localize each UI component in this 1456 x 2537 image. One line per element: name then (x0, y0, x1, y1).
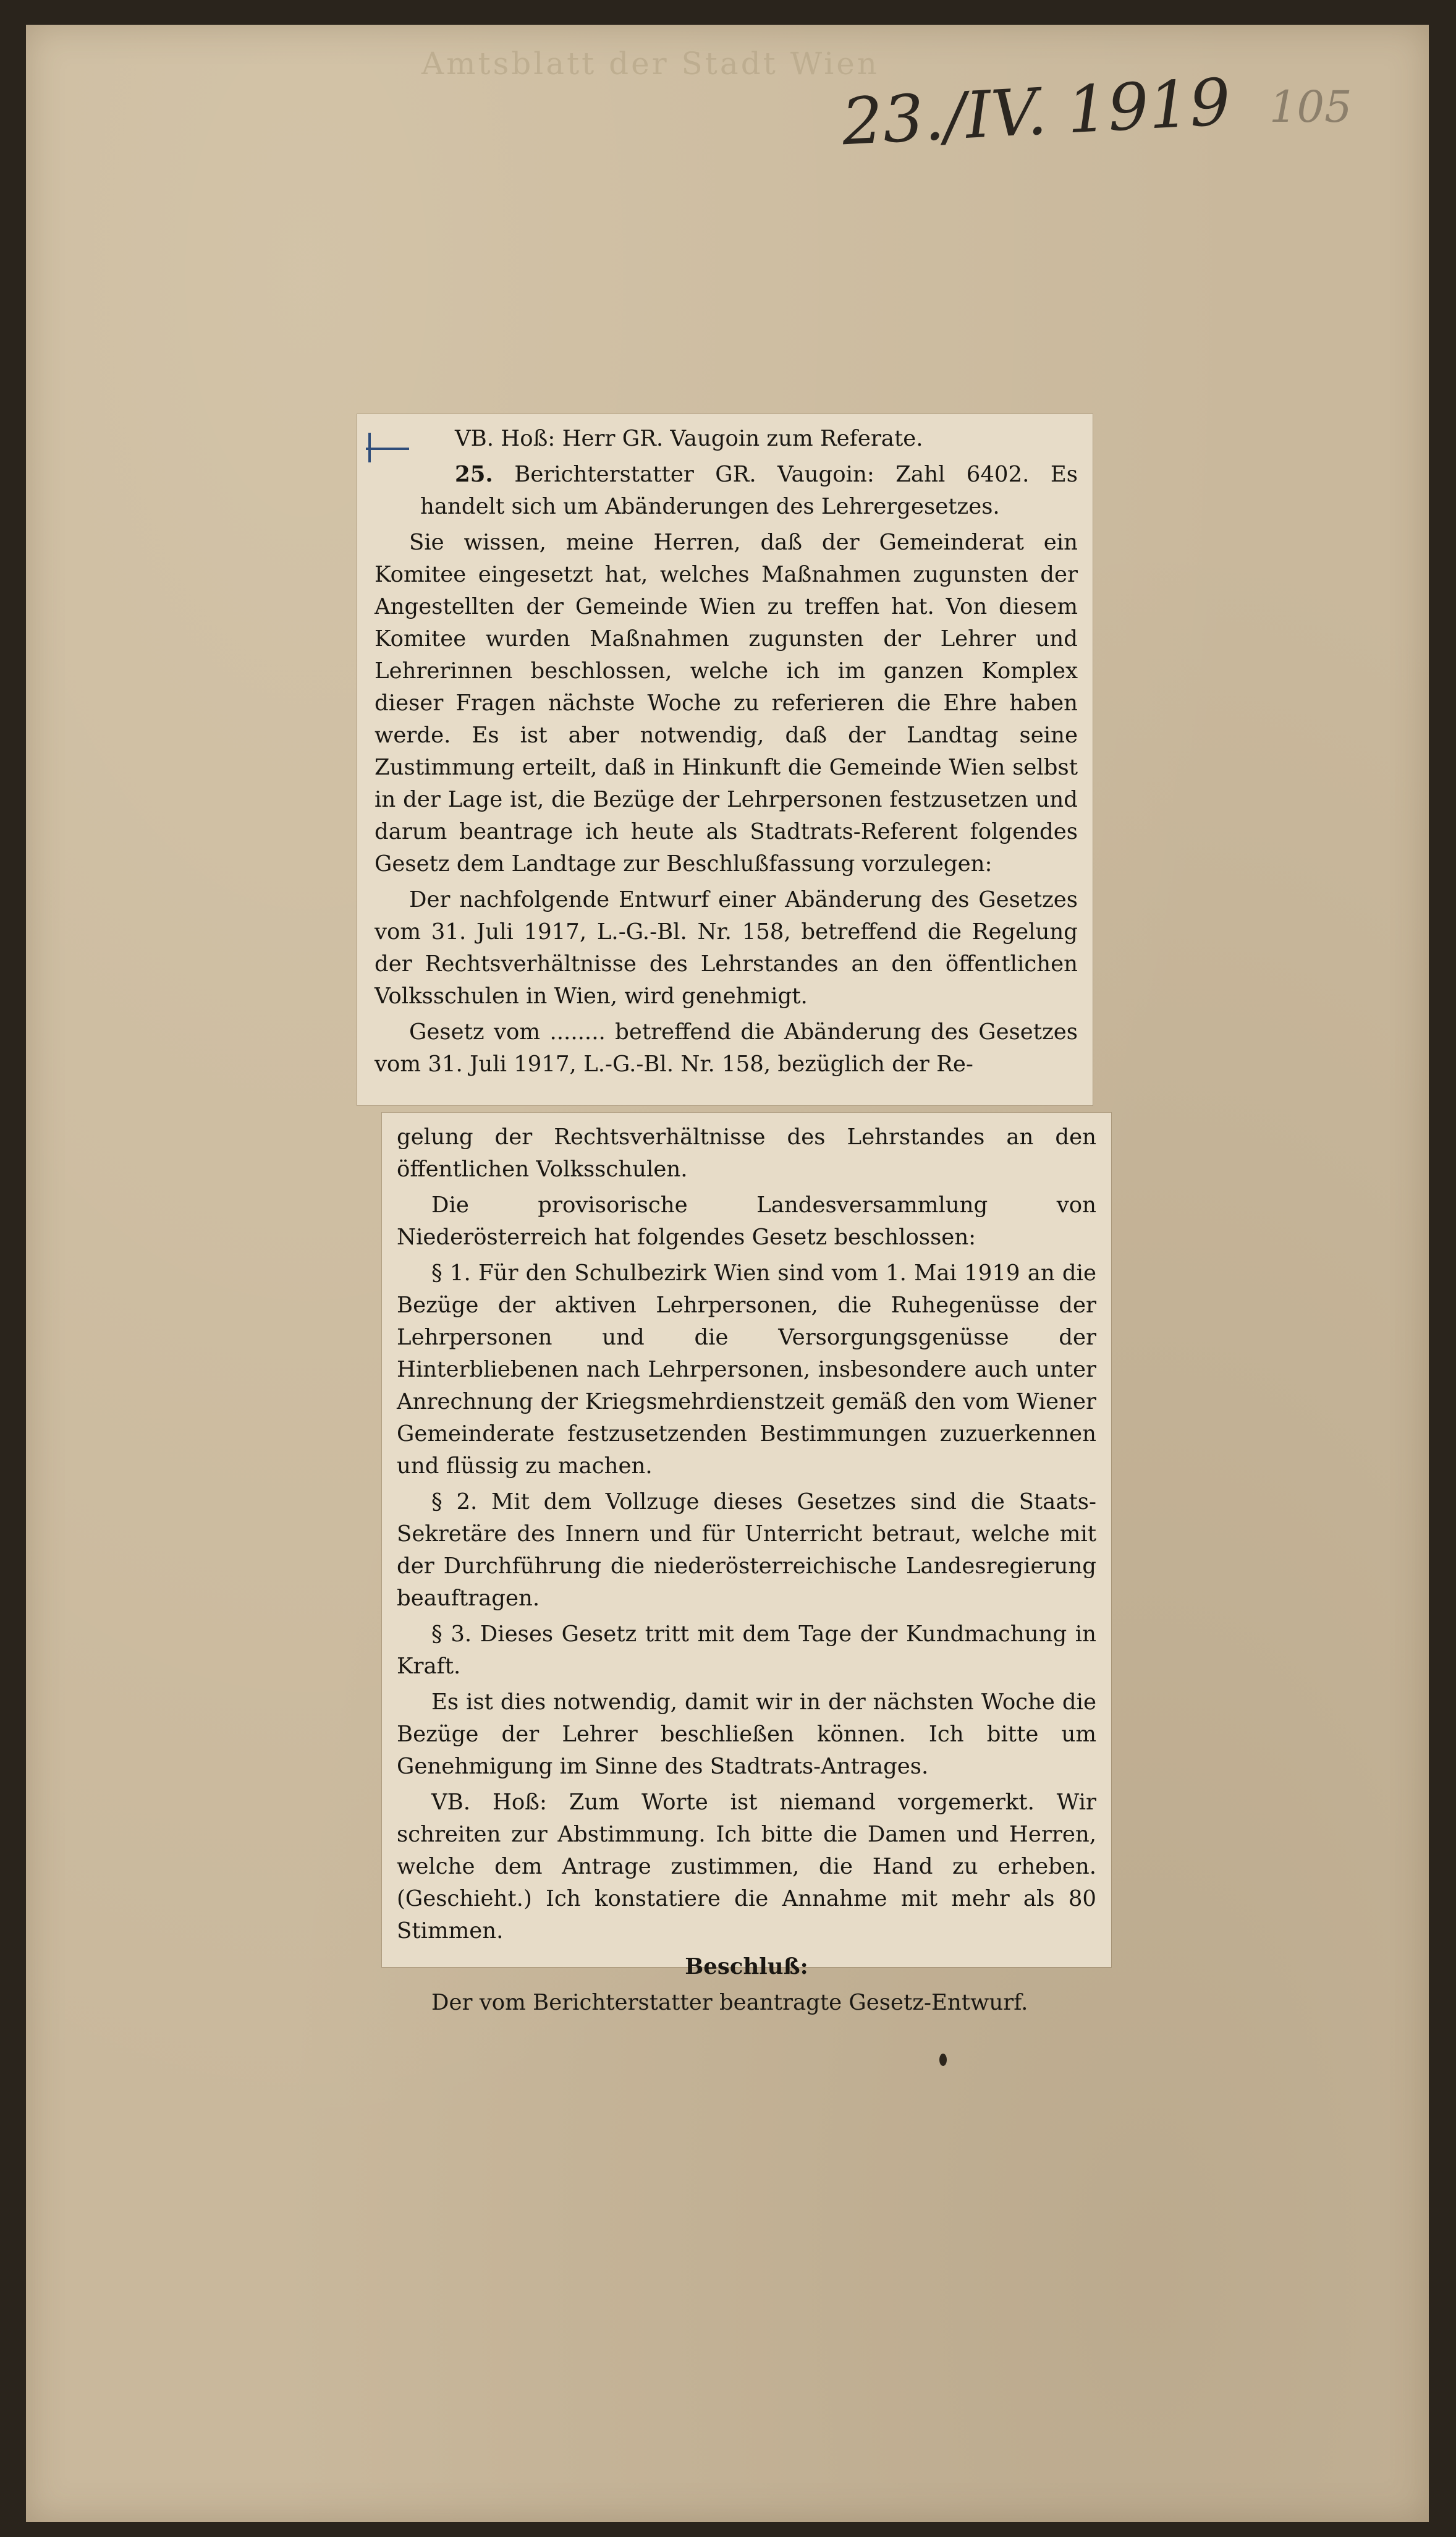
item-number: 25. (455, 462, 493, 487)
paragraph: VB. Hoß: Zum Worte ist niemand vorgemerkt. Wir schreiten zur Abstimmung. Ich bitte die Damen und Herren, welche dem Antrage zustimmen, die Hand zu erheben. (Geschieht.) Ich konstatiere die Annahme mit mehr als 80 Stimmen. (397, 1790, 1096, 1944)
paragraph (420, 459, 1078, 523)
newspaper-clipping-2 (382, 1113, 1111, 2015)
faded-stamp: Amtsblatt der Stadt Wien (421, 46, 879, 82)
folio-number: 105 (1269, 82, 1352, 132)
handwritten-date: 23./IV. 1919 (840, 64, 1232, 160)
paragraph: Sie wissen, meine Herren, daß der Gemeinderat ein Komitee eingesetzt hat, welches Maßnahmen zugunsten der Angestellten der Gemeinde Wien zu treffen hat. Von diesem Komitee wurden Maßnahmen zugunsten der Lehrer und Lehrerinnen beschlossen, welche ich im ganzen Komplex dieser Fragen nächste Woche zu referieren die Ehre haben werde. Es ist aber notwendig, daß der Landtag seine Zustimmung erteilt, daß in Hinkunft die Gemeinde Wien selbst in der Lage ist, die Bezüge der Lehrpersonen festzusetzen und darum beantrage ich heute als Stadtrats-Referent folgendes Gesetz dem Landtage zur Beschlußfassung vorzulegen: (375, 530, 1078, 877)
paragraph-text: Berichterstatter GR. Vaugoin: Zahl 6402. Es handelt sich um Abänderungen des Lehrergesetzes. (420, 462, 1078, 519)
paragraph: § 1. Für den Schulbezirk Wien sind vom 1. Mai 1919 an die Bezüge der aktiven Lehrpersonen, die Ruhegenüsse der Lehrpersonen und die Versorgungsgenüsse der Hinterbliebenen nach Lehrpersonen, insbesondere auch unter Anrechnung der Kriegsmehrdienstzeit gemäß den vom Wiener Gemeinderate festzusetzenden Bestimmungen zuzuerkennen und flüssig zu machen. (397, 1260, 1096, 1479)
paragraph: Der vom Berichterstatter beantragte Gesetz-Entwurf. (431, 1990, 1028, 2015)
paragraph: Es ist dies notwendig, damit wir in der nächsten Woche die Bezüge der Lehrer beschließen können. Ich bitte um Genehmigung im Sinne des Stadtrats-Antrages. (397, 1689, 1096, 1779)
paragraph: § 2. Mit dem Vollzuge dieses Gesetzes sind die Staats-Sekretäre des Innern und für Unterricht betraut, welche mit der Durchführung die niederösterreichische Landesregierung beauftragen. (397, 1489, 1096, 1611)
paragraph: VB. Hoß: Herr GR. Vaugoin zum Referate. (455, 426, 923, 451)
paragraph: gelung der Rechtsverhältnisse des Lehrstandes an den öffentlichen Volksschulen. (397, 1124, 1096, 1182)
section-heading: Beschluß: (685, 1954, 808, 1979)
paragraph: Die provisorische Landesversammlung von Niederösterreich hat folgendes Gesetz beschlossen: (397, 1192, 1096, 1250)
blue-pencil-mark (366, 448, 409, 450)
paragraph: Der nachfolgende Entwurf einer Abänderung des Gesetzes vom 31. Juli 1917, L.-G.-Bl. Nr. 158, betreffend die Regelung der Rechtsverhältnisse des Lehrstandes an den öffentlichen Volksschulen in Wien, wird genehmigt. (375, 887, 1078, 1009)
ink-spot (939, 2054, 947, 2066)
newspaper-clipping-1 (357, 414, 1093, 1105)
paragraph: Gesetz vom ........ betreffend die Abänderung des Gesetzes vom 31. Juli 1917, L.-G.-Bl. Nr. 158, bezüglich der Re- (375, 1019, 1078, 1077)
blue-pencil-mark-vertical (368, 433, 371, 462)
paragraph: § 3. Dieses Gesetz tritt mit dem Tage der Kundmachung in Kraft. (397, 1621, 1096, 1679)
